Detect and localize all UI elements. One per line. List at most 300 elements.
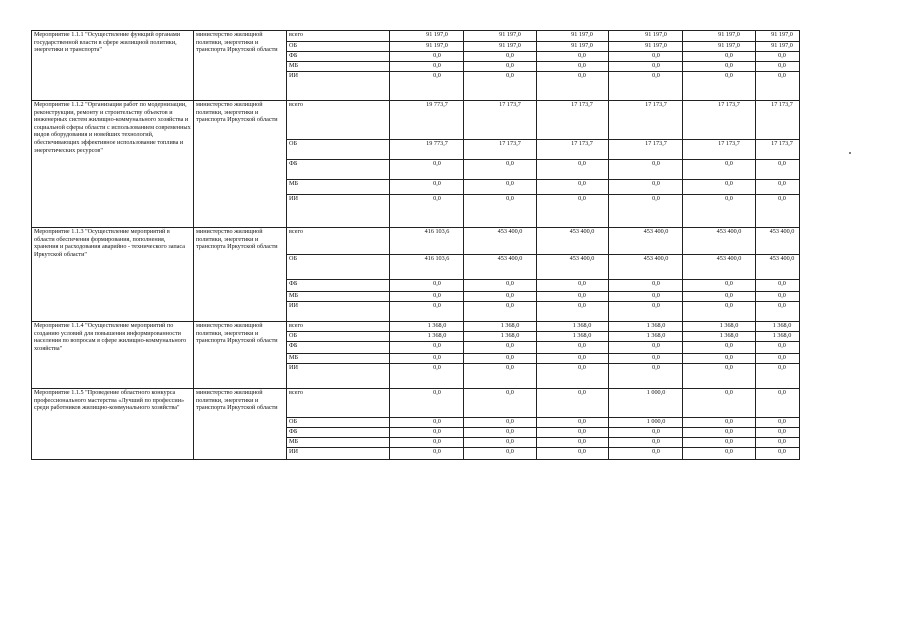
value-cell bbox=[537, 255, 609, 280]
value-text: 0,0 bbox=[578, 180, 586, 187]
value-text: 0,0 bbox=[778, 428, 786, 435]
value-text: 0,0 bbox=[578, 280, 586, 287]
table-row bbox=[32, 101, 800, 140]
value-text: 0,0 bbox=[652, 364, 660, 371]
value-cell bbox=[609, 302, 683, 322]
value-text: 0,0 bbox=[506, 195, 514, 202]
value-cell bbox=[390, 292, 464, 302]
value-cell bbox=[390, 31, 464, 42]
value-text: 1 368,0 bbox=[719, 332, 739, 339]
value-cell bbox=[756, 332, 800, 342]
funding-source: всего bbox=[287, 389, 390, 418]
value-cell bbox=[390, 160, 464, 180]
funding-source: ИИ bbox=[287, 302, 390, 322]
value-cell bbox=[756, 280, 800, 292]
value-cell bbox=[683, 428, 756, 438]
value-cell bbox=[390, 140, 464, 160]
value-text: 0,0 bbox=[725, 364, 733, 371]
value-cell bbox=[609, 180, 683, 195]
value-text: 0,0 bbox=[725, 342, 733, 349]
value-text: 0,0 bbox=[725, 428, 733, 435]
value-cell bbox=[390, 428, 464, 438]
value-text: 0,0 bbox=[725, 438, 733, 445]
value-text: 17 173,7 bbox=[718, 101, 740, 108]
value-cell bbox=[464, 72, 537, 101]
value-text: 91 197,0 bbox=[426, 31, 448, 38]
value-text: 0,0 bbox=[725, 302, 733, 309]
value-cell bbox=[683, 255, 756, 280]
value-cell bbox=[609, 292, 683, 302]
value-cell bbox=[683, 195, 756, 228]
value-text: 17 173,7 bbox=[771, 140, 793, 147]
value-text: 1 368,0 bbox=[500, 322, 520, 329]
value-text: 17 173,7 bbox=[645, 140, 667, 147]
value-text: 0,0 bbox=[778, 52, 786, 59]
value-cell bbox=[609, 389, 683, 418]
value-cell bbox=[609, 228, 683, 255]
value-cell bbox=[609, 42, 683, 52]
funding-source: всего bbox=[287, 322, 390, 332]
funding-source: ОБ bbox=[287, 332, 390, 342]
value-text: 0,0 bbox=[778, 292, 786, 299]
value-cell bbox=[390, 101, 464, 140]
value-cell bbox=[537, 448, 609, 460]
value-cell bbox=[683, 62, 756, 72]
value-text: 0,0 bbox=[652, 160, 660, 167]
value-cell bbox=[390, 448, 464, 460]
value-cell bbox=[756, 195, 800, 228]
value-cell bbox=[683, 448, 756, 460]
value-cell bbox=[756, 354, 800, 364]
value-cell bbox=[756, 364, 800, 389]
value-cell bbox=[683, 31, 756, 42]
funding-source: ОБ bbox=[287, 140, 390, 160]
value-cell bbox=[537, 322, 609, 332]
value-text: 0,0 bbox=[433, 195, 441, 202]
value-text: 0,0 bbox=[506, 428, 514, 435]
value-cell bbox=[683, 302, 756, 322]
value-cell bbox=[537, 42, 609, 52]
responsible-org: министерство жилищной политики, энергетики и транспорта Иркутской области bbox=[194, 31, 287, 101]
value-text: 453 400,0 bbox=[497, 255, 523, 262]
value-cell bbox=[464, 62, 537, 72]
value-text: 0,0 bbox=[433, 428, 441, 435]
value-text: 0,0 bbox=[578, 342, 586, 349]
value-cell bbox=[464, 228, 537, 255]
value-cell bbox=[537, 31, 609, 42]
value-text: 17 173,7 bbox=[571, 140, 593, 147]
value-cell bbox=[683, 42, 756, 52]
value-text: 19 773,7 bbox=[426, 140, 448, 147]
value-cell bbox=[609, 332, 683, 342]
measure-name: Мероприятие 1.1.2 "Организация работ по модернизации, реконструкции, ремонту и строительству объектов и инженерных систем жилищно-коммунального хозяйства и социальной сферы области с использованием современных видов оборудования и новейших технологий, обеспечивающих эффективное использование топлива и энергетических ресурсов" bbox=[32, 101, 194, 228]
value-cell bbox=[537, 302, 609, 322]
value-cell bbox=[464, 160, 537, 180]
value-cell bbox=[609, 354, 683, 364]
value-cell bbox=[390, 180, 464, 195]
value-cell bbox=[756, 160, 800, 180]
value-cell bbox=[756, 101, 800, 140]
value-text: 0,0 bbox=[506, 280, 514, 287]
value-text: 0,0 bbox=[578, 418, 586, 425]
funding-source: всего bbox=[287, 101, 390, 140]
value-text: 0,0 bbox=[506, 292, 514, 299]
value-text: 91 197,0 bbox=[571, 42, 593, 49]
value-text: 0,0 bbox=[652, 428, 660, 435]
value-cell bbox=[464, 31, 537, 42]
measure-name: Мероприятие 1.1.5 "Проведение областного конкурса профессионального мастерства «Лучший по профессии» среди работников жилищно-коммунального хозяйства" bbox=[32, 389, 194, 460]
value-text: 0,0 bbox=[725, 52, 733, 59]
table-row bbox=[32, 389, 800, 418]
value-text: 0,0 bbox=[652, 195, 660, 202]
value-cell bbox=[683, 342, 756, 354]
value-cell bbox=[756, 428, 800, 438]
value-cell bbox=[537, 292, 609, 302]
value-cell bbox=[756, 292, 800, 302]
value-cell bbox=[756, 42, 800, 52]
value-cell bbox=[464, 342, 537, 354]
value-text: 0,0 bbox=[506, 389, 514, 396]
value-cell bbox=[609, 364, 683, 389]
value-cell bbox=[537, 280, 609, 292]
value-cell bbox=[683, 364, 756, 389]
value-cell bbox=[609, 195, 683, 228]
value-text: 1 368,0 bbox=[427, 322, 447, 329]
value-cell bbox=[464, 42, 537, 52]
table-body bbox=[32, 31, 800, 460]
value-text: 0,0 bbox=[725, 389, 733, 396]
value-text: 0,0 bbox=[725, 160, 733, 167]
value-cell bbox=[609, 140, 683, 160]
value-text: 0,0 bbox=[578, 354, 586, 361]
value-cell bbox=[537, 418, 609, 428]
funding-source: ИИ bbox=[287, 72, 390, 101]
value-cell bbox=[464, 180, 537, 195]
value-cell bbox=[756, 72, 800, 101]
value-cell bbox=[390, 280, 464, 292]
value-text: 17 173,7 bbox=[771, 101, 793, 108]
funding-source: ФБ bbox=[287, 52, 390, 62]
value-cell bbox=[683, 292, 756, 302]
value-cell bbox=[390, 302, 464, 322]
value-text: 0,0 bbox=[433, 72, 441, 79]
value-cell bbox=[683, 438, 756, 448]
value-text: 0,0 bbox=[725, 354, 733, 361]
value-cell bbox=[756, 62, 800, 72]
value-cell bbox=[756, 31, 800, 42]
value-text: 91 197,0 bbox=[499, 42, 521, 49]
value-text: 0,0 bbox=[778, 448, 786, 455]
value-cell bbox=[683, 228, 756, 255]
value-text: 91 197,0 bbox=[645, 42, 667, 49]
value-cell bbox=[683, 332, 756, 342]
value-text: 91 197,0 bbox=[645, 31, 667, 38]
value-text: 17 173,7 bbox=[499, 140, 521, 147]
value-text: 0,0 bbox=[652, 292, 660, 299]
value-cell bbox=[609, 428, 683, 438]
value-cell bbox=[390, 52, 464, 62]
value-cell bbox=[756, 255, 800, 280]
measure-name: Мероприятие 1.1.4 "Осуществление мероприятий по созданию условий для повышения информированности населения по вопросам в сфере жилищно-коммунального хозяйства" bbox=[32, 322, 194, 389]
value-text: 91 197,0 bbox=[499, 31, 521, 38]
value-cell bbox=[756, 448, 800, 460]
value-text: 0,0 bbox=[506, 418, 514, 425]
value-text: 453 400,0 bbox=[497, 228, 523, 235]
value-text: 0,0 bbox=[725, 448, 733, 455]
value-text: 91 197,0 bbox=[771, 31, 793, 38]
value-text: 453 400,0 bbox=[769, 228, 795, 235]
value-cell bbox=[464, 322, 537, 332]
value-cell bbox=[609, 72, 683, 101]
value-text: 0,0 bbox=[506, 52, 514, 59]
value-cell bbox=[537, 342, 609, 354]
value-text: 0,0 bbox=[506, 364, 514, 371]
funding-source: ОБ bbox=[287, 255, 390, 280]
value-cell bbox=[609, 255, 683, 280]
value-cell bbox=[756, 438, 800, 448]
value-cell bbox=[537, 228, 609, 255]
value-text: 453 400,0 bbox=[769, 255, 795, 262]
value-text: 19 773,7 bbox=[426, 101, 448, 108]
value-text: 0,0 bbox=[778, 195, 786, 202]
value-text: 0,0 bbox=[725, 292, 733, 299]
value-text: 0,0 bbox=[433, 418, 441, 425]
value-cell bbox=[609, 342, 683, 354]
value-text: 0,0 bbox=[433, 302, 441, 309]
value-text: 0,0 bbox=[778, 180, 786, 187]
value-cell bbox=[537, 364, 609, 389]
value-text: 0,0 bbox=[778, 160, 786, 167]
value-text: 0,0 bbox=[652, 52, 660, 59]
funding-source: всего bbox=[287, 228, 390, 255]
value-cell bbox=[537, 101, 609, 140]
value-text: 0,0 bbox=[778, 302, 786, 309]
value-text: 0,0 bbox=[725, 180, 733, 187]
budget-table bbox=[31, 30, 800, 460]
value-cell bbox=[683, 280, 756, 292]
value-cell bbox=[390, 418, 464, 428]
value-cell bbox=[756, 180, 800, 195]
value-cell bbox=[464, 140, 537, 160]
value-cell bbox=[537, 160, 609, 180]
value-text: 416 103,6 bbox=[424, 255, 450, 262]
value-text: 0,0 bbox=[652, 62, 660, 69]
value-text: 0,0 bbox=[652, 342, 660, 349]
value-cell bbox=[609, 160, 683, 180]
value-text: 17 173,7 bbox=[718, 140, 740, 147]
value-cell bbox=[390, 228, 464, 255]
value-text: 0,0 bbox=[578, 302, 586, 309]
value-cell bbox=[464, 101, 537, 140]
value-text: 0,0 bbox=[578, 292, 586, 299]
value-text: 0,0 bbox=[578, 448, 586, 455]
funding-source: МБ bbox=[287, 354, 390, 364]
value-cell bbox=[390, 42, 464, 52]
value-cell bbox=[390, 389, 464, 418]
value-text: 1 368,0 bbox=[719, 322, 739, 329]
value-cell bbox=[537, 180, 609, 195]
value-cell bbox=[464, 280, 537, 292]
value-cell bbox=[756, 342, 800, 354]
value-text: 0,0 bbox=[778, 418, 786, 425]
value-cell bbox=[464, 195, 537, 228]
value-cell bbox=[756, 52, 800, 62]
value-text: 0,0 bbox=[506, 342, 514, 349]
value-cell bbox=[683, 322, 756, 332]
value-cell bbox=[390, 364, 464, 389]
measure-name: Мероприятие 1.1.3 "Осуществление мероприятий в области обеспечения формирования, пополнения, хранения и расходования аварийно - технического запаса Иркутской области" bbox=[32, 228, 194, 322]
value-cell bbox=[609, 418, 683, 428]
value-text: 453 400,0 bbox=[569, 255, 595, 262]
value-text: 17 173,7 bbox=[571, 101, 593, 108]
measure-name: Мероприятие 1.1.1 "Осуществление функций органами государственной власти в сфере жилищной политики, энергетики и транспорта" bbox=[32, 31, 194, 101]
value-cell bbox=[464, 302, 537, 322]
value-text: 0,0 bbox=[506, 62, 514, 69]
value-cell bbox=[537, 428, 609, 438]
value-cell bbox=[464, 428, 537, 438]
value-cell bbox=[390, 195, 464, 228]
value-text: 0,0 bbox=[778, 280, 786, 287]
table-row bbox=[32, 322, 800, 332]
value-text: 0,0 bbox=[778, 389, 786, 396]
value-cell bbox=[683, 160, 756, 180]
value-cell bbox=[609, 101, 683, 140]
funding-source: ИИ bbox=[287, 195, 390, 228]
funding-source: всего bbox=[287, 31, 390, 42]
value-cell bbox=[609, 62, 683, 72]
value-cell bbox=[683, 101, 756, 140]
value-text: 0,0 bbox=[578, 72, 586, 79]
value-text: 0,0 bbox=[725, 195, 733, 202]
value-text: 17 173,7 bbox=[499, 101, 521, 108]
value-text: 0,0 bbox=[433, 62, 441, 69]
responsible-org: министерство жилищной политики, энергетики и транспорта Иркутской области bbox=[194, 228, 287, 322]
value-text: 91 197,0 bbox=[718, 42, 740, 49]
value-cell bbox=[464, 438, 537, 448]
value-cell bbox=[756, 302, 800, 322]
value-cell bbox=[390, 322, 464, 332]
funding-source: ОБ bbox=[287, 418, 390, 428]
value-text: 0,0 bbox=[778, 62, 786, 69]
value-cell bbox=[390, 332, 464, 342]
funding-source: МБ bbox=[287, 438, 390, 448]
value-text: 0,0 bbox=[578, 438, 586, 445]
value-text: 0,0 bbox=[652, 354, 660, 361]
value-cell bbox=[609, 31, 683, 42]
funding-source: ФБ bbox=[287, 428, 390, 438]
value-cell bbox=[756, 389, 800, 418]
funding-source: ФБ bbox=[287, 160, 390, 180]
responsible-org: министерство жилищной политики, энергетики и транспорта Иркутской области bbox=[194, 389, 287, 460]
funding-source: МБ bbox=[287, 292, 390, 302]
value-cell bbox=[390, 72, 464, 101]
value-text: 0,0 bbox=[578, 160, 586, 167]
value-text: 1 368,0 bbox=[427, 332, 447, 339]
value-text: 0,0 bbox=[725, 418, 733, 425]
value-text: 0,0 bbox=[578, 52, 586, 59]
value-cell bbox=[683, 52, 756, 62]
value-text: 0,0 bbox=[433, 180, 441, 187]
value-cell bbox=[390, 354, 464, 364]
value-text: 0,0 bbox=[652, 448, 660, 455]
value-text: 1 368,0 bbox=[572, 322, 592, 329]
value-text: 0,0 bbox=[778, 438, 786, 445]
funding-source: ИИ bbox=[287, 364, 390, 389]
value-cell bbox=[464, 292, 537, 302]
value-text: 0,0 bbox=[433, 160, 441, 167]
value-text: 1 368,0 bbox=[772, 322, 792, 329]
value-text: 0,0 bbox=[506, 354, 514, 361]
value-cell bbox=[464, 332, 537, 342]
funding-source: ОБ bbox=[287, 42, 390, 52]
value-text: 1 000,0 bbox=[646, 389, 666, 396]
value-cell bbox=[756, 418, 800, 428]
value-text: 0,0 bbox=[506, 302, 514, 309]
value-cell bbox=[464, 448, 537, 460]
stray-mark bbox=[849, 152, 851, 154]
funding-source: МБ bbox=[287, 180, 390, 195]
value-text: 1 000,0 bbox=[646, 418, 666, 425]
value-text: 416 103,6 bbox=[424, 228, 450, 235]
value-text: 0,0 bbox=[725, 280, 733, 287]
responsible-org: министерство жилищной политики, энергетики и транспорта Иркутской области bbox=[194, 101, 287, 228]
value-text: 1 368,0 bbox=[646, 332, 666, 339]
value-text: 91 197,0 bbox=[571, 31, 593, 38]
funding-source: ФБ bbox=[287, 280, 390, 292]
value-cell bbox=[609, 52, 683, 62]
value-cell bbox=[464, 354, 537, 364]
value-text: 0,0 bbox=[433, 448, 441, 455]
value-cell bbox=[756, 140, 800, 160]
value-cell bbox=[609, 438, 683, 448]
value-cell bbox=[537, 195, 609, 228]
table-row bbox=[32, 31, 800, 42]
value-cell bbox=[537, 52, 609, 62]
value-text: 0,0 bbox=[725, 72, 733, 79]
value-cell bbox=[683, 72, 756, 101]
value-text: 0,0 bbox=[652, 438, 660, 445]
value-cell bbox=[390, 438, 464, 448]
value-cell bbox=[537, 354, 609, 364]
value-text: 0,0 bbox=[778, 72, 786, 79]
funding-source: МБ bbox=[287, 62, 390, 72]
value-text: 453 400,0 bbox=[569, 228, 595, 235]
value-text: 0,0 bbox=[433, 280, 441, 287]
value-text: 1 368,0 bbox=[572, 332, 592, 339]
value-text: 1 368,0 bbox=[646, 322, 666, 329]
value-text: 0,0 bbox=[433, 292, 441, 299]
value-cell bbox=[537, 332, 609, 342]
value-text: 0,0 bbox=[578, 62, 586, 69]
value-cell bbox=[756, 228, 800, 255]
value-cell bbox=[609, 448, 683, 460]
value-text: 0,0 bbox=[578, 428, 586, 435]
funding-source: ФБ bbox=[287, 342, 390, 354]
value-text: 453 400,0 bbox=[643, 255, 669, 262]
value-text: 0,0 bbox=[652, 302, 660, 309]
value-text: 0,0 bbox=[506, 438, 514, 445]
value-text: 0,0 bbox=[433, 364, 441, 371]
value-cell bbox=[390, 255, 464, 280]
value-text: 17 173,7 bbox=[645, 101, 667, 108]
value-text: 0,0 bbox=[433, 438, 441, 445]
value-text: 0,0 bbox=[433, 52, 441, 59]
value-text: 453 400,0 bbox=[716, 228, 742, 235]
value-text: 0,0 bbox=[778, 342, 786, 349]
value-cell bbox=[537, 389, 609, 418]
value-text: 453 400,0 bbox=[643, 228, 669, 235]
value-text: 0,0 bbox=[433, 354, 441, 361]
